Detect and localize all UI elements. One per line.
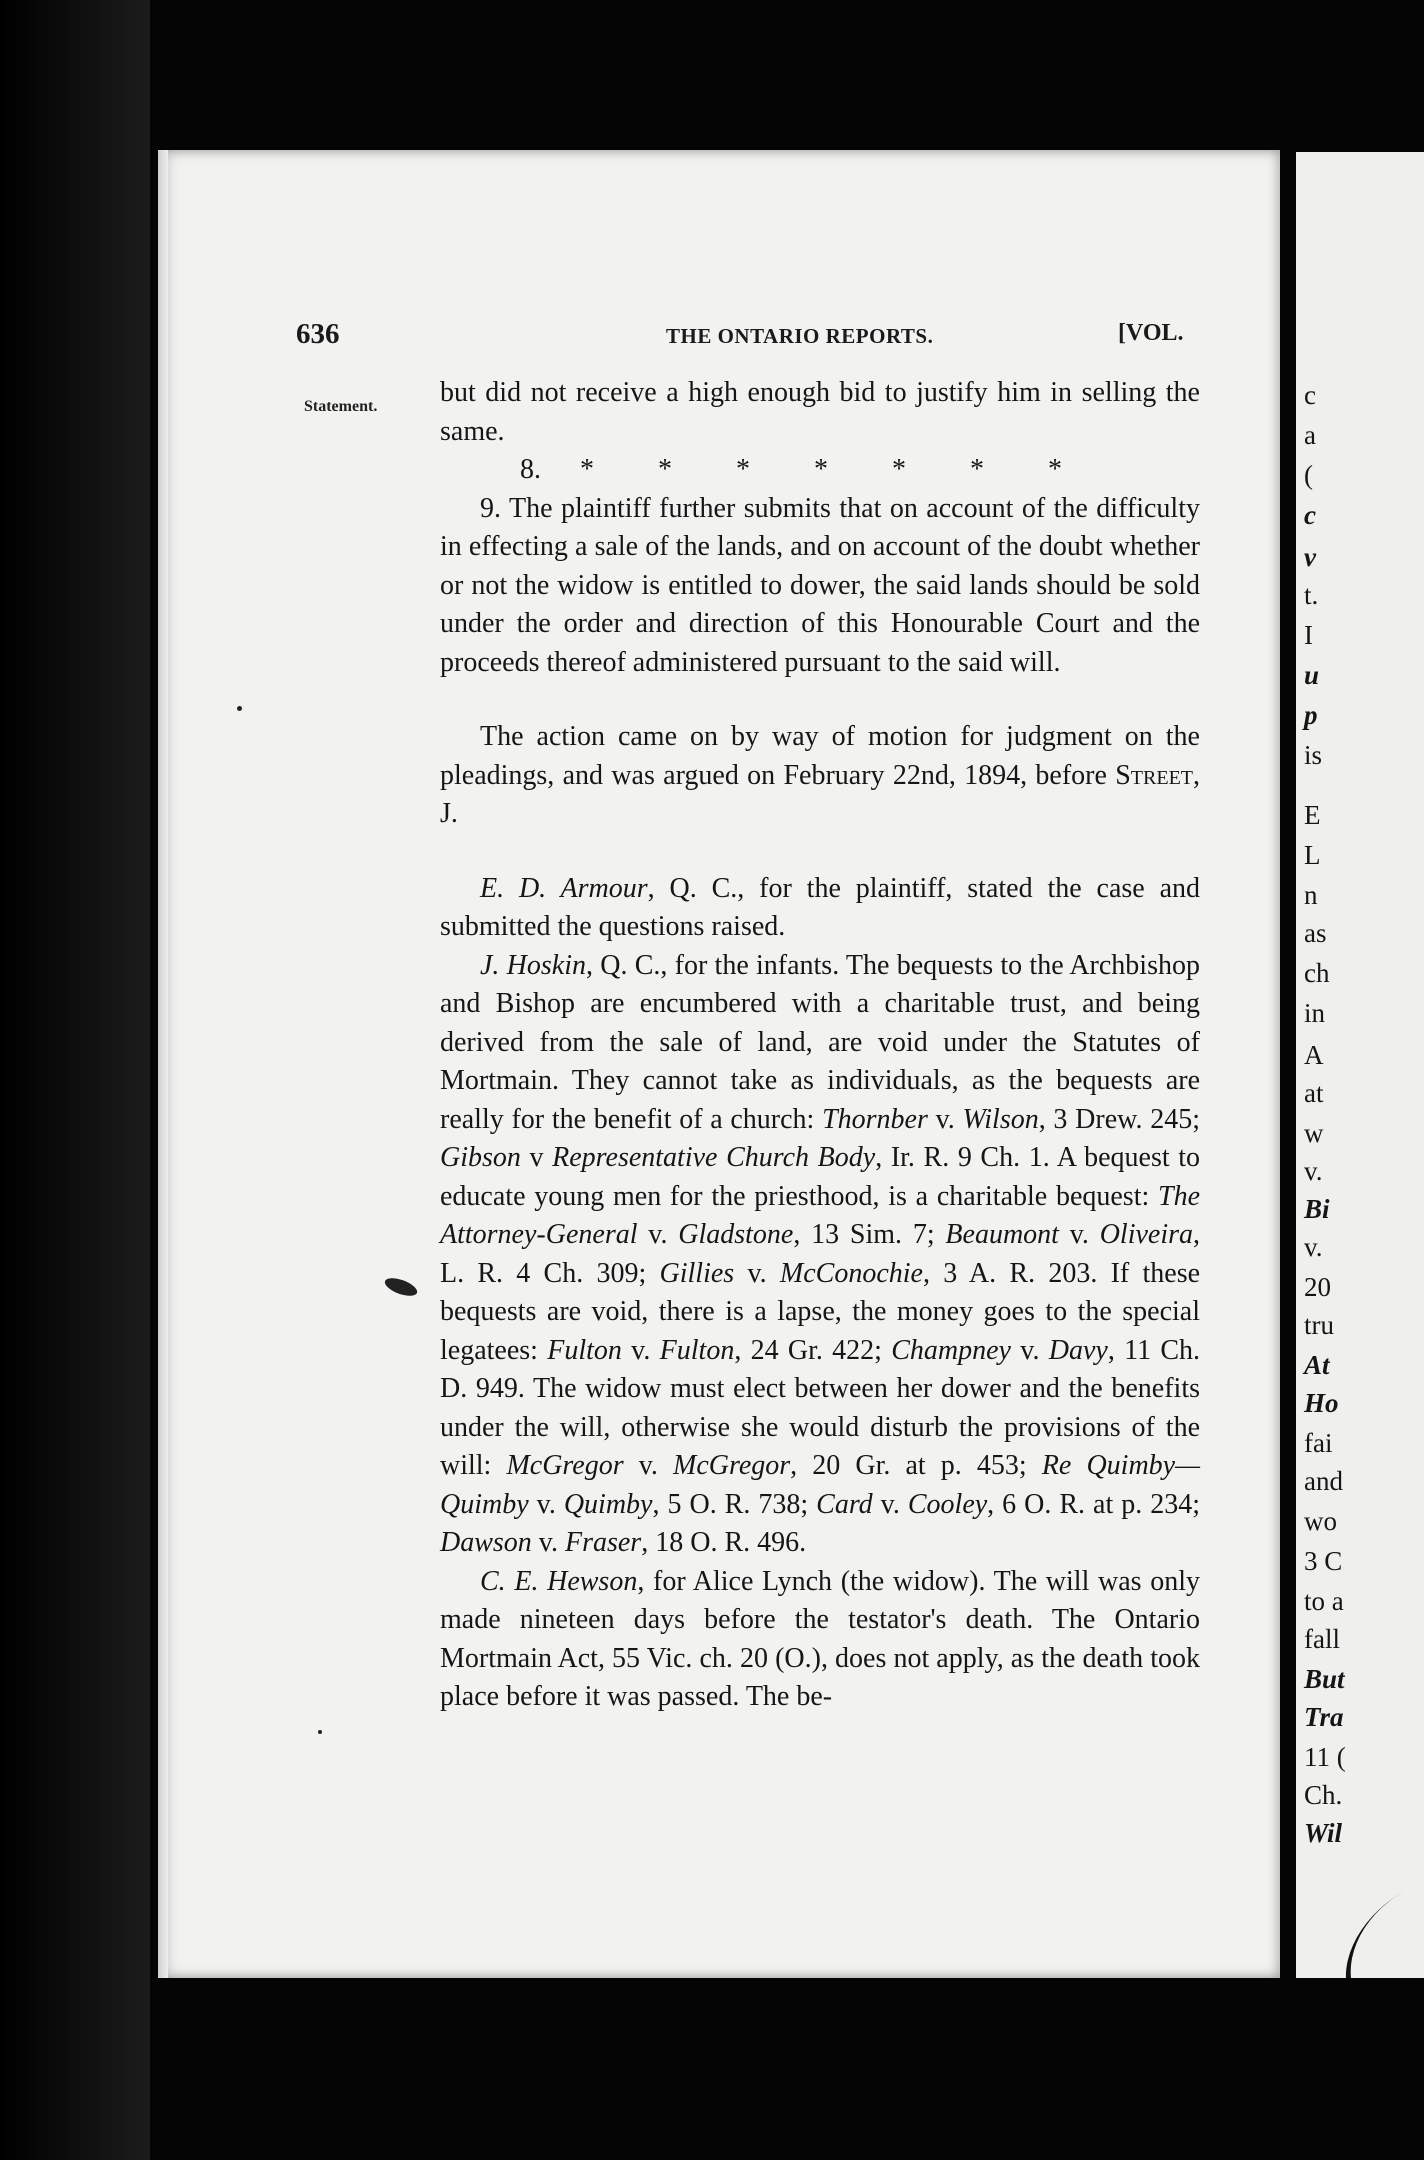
ink-speck [318, 1730, 322, 1734]
margin-note-statement: Statement. [304, 398, 378, 415]
facing-page-text-fragment: tru [1304, 1310, 1334, 1340]
facing-page-text-fragment: in [1304, 998, 1326, 1028]
facing-page-text-fragment: 20 [1304, 1272, 1331, 1302]
facing-page-text-fragment: v [1304, 542, 1316, 572]
facing-page-ink-curve [1317, 1859, 1424, 1978]
facing-page-text-fragment: to a [1304, 1586, 1344, 1616]
facing-page-text-fragment: t. [1304, 580, 1319, 610]
facing-page-text-fragment: fai [1304, 1428, 1333, 1458]
paragraph-8-stars: 8. * * * * * * * [520, 454, 1062, 485]
facing-page-fragment [1296, 152, 1424, 1978]
paragraph-hewson: C. E. Hewson, for Alice Lynch (the widow). The will was only made nineteen days before the testator's death. The Ontario Mortmain Act, 55 Vic. ch. 20 (O.), does not apply, as the death took place before it was passed. The be- [440, 1565, 1200, 1712]
ink-speck [237, 706, 242, 711]
facing-page-text-fragment: ch [1304, 958, 1330, 988]
facing-page-text-fragment: c [1304, 500, 1316, 530]
facing-page-text-fragment: E [1304, 800, 1321, 830]
facing-page-text-fragment: c [1304, 380, 1316, 410]
paragraph-hoskin: J. Hoskin, Q. C., for the infants. The bequests to the Archbishop and Bishop are encumbered with a charitable trust, and being derived from the sale of land, are void under the Statutes of Mortmain. They cannot take as individuals, as the bequests are really for the benefit of a church: Thornber v. Wilson, 3 Drew. 245; Gibson v Representative Church Body, Ir. R. 9 Ch. 1. A bequest to educate young men for the priesthood, is a charitable bequest: The Attorney-General v. Gladstone, 13 Sim. 7; Beaumont v. Oliveira, L. R. 4 Ch. 309; Gillies v. McConochie, 3 A. R. 203. If these bequests are void, there is a lapse, the money goes to the special legatees: Fulton v. Fulton, 24 Gr. 422; Champney v. Davy, 11 Ch. D. 949. The widow must elect between her dower and the benefits under the will, otherwise she would disturb the provisions of the will: McGregor v. McGregor, 20 Gr. at p. 453; Re Quimby—Quimby v. Quimby, 5 O. R. 738; Card v. Cooley, 6 O. R. at p. 234; Dawson v. Fraser, 18 O. R. 496. [440, 949, 1201, 1558]
volume-marker: [VOL. [1118, 320, 1184, 346]
facing-page-text-fragment: ( [1304, 460, 1313, 490]
facing-page-text-fragment: is [1304, 740, 1323, 770]
facing-page-text-fragment: At [1304, 1350, 1330, 1380]
paragraph-continuation: but did not receive a high enough bid to justify him in selling the same. [440, 377, 1200, 447]
page-spine-edge [158, 150, 168, 1978]
facing-page-text-fragment: Wil [1304, 1818, 1343, 1848]
facing-page-text-fragment: v. [1304, 1232, 1323, 1262]
facing-page-text-fragment: fall [1304, 1624, 1340, 1654]
facing-page-text-fragment: as [1304, 918, 1327, 948]
facing-page-text-fragment: Bi [1304, 1194, 1330, 1224]
facing-page-text-fragment: w [1304, 1118, 1324, 1148]
facing-page-text-fragment: wo [1304, 1506, 1337, 1536]
facing-page-text-fragment: p [1304, 700, 1318, 730]
body-text [440, 374, 1200, 1717]
facing-page-text-fragment: n [1304, 880, 1318, 910]
facing-page-text-fragment: 3 C [1304, 1546, 1343, 1576]
paragraph-9: 9. The plaintiff further submits that on account of the difficulty in effecting a sale of the lands, and on account of the doubt whether or not the widow is entitled to dower, the said lands should be sold under the order and direction of this Honourable Court and the proceeds thereof administered pursuant to the said will. [440, 492, 1200, 678]
facing-page-text-fragment: a [1304, 420, 1316, 450]
running-head [296, 318, 1196, 358]
facing-page-text-fragment: A [1304, 1040, 1324, 1070]
facing-page-text-fragment: u [1304, 660, 1320, 690]
facing-page-text-fragment: Tra [1304, 1702, 1344, 1732]
facing-page-text-fragment: v. [1304, 1156, 1323, 1186]
facing-page-text-fragment: 11 ( [1304, 1742, 1346, 1772]
journal-title: THE ONTARIO REPORTS. [666, 324, 934, 348]
facing-page-text-fragment: I [1304, 620, 1313, 650]
facing-page-text-fragment: But [1304, 1664, 1345, 1694]
page-number: 636 [296, 318, 340, 350]
facing-page-text-fragment: and [1304, 1466, 1343, 1496]
facing-page-text-fragment: Ho [1304, 1388, 1339, 1418]
scan-left-border [0, 0, 150, 2160]
paragraph-armour: E. D. Armour, Q. C., for the plaintiff, stated the case and submitted the questions raised. [440, 872, 1200, 942]
facing-page-text-fragment: L [1304, 840, 1321, 870]
paragraph-action: The action came on by way of motion for judgment on the pleadings, and was argued on February 22nd, 1894, before Street, J. [440, 721, 1200, 829]
facing-page-text-fragment: at [1304, 1078, 1324, 1108]
facing-page-text-fragment: Ch. [1304, 1780, 1343, 1810]
